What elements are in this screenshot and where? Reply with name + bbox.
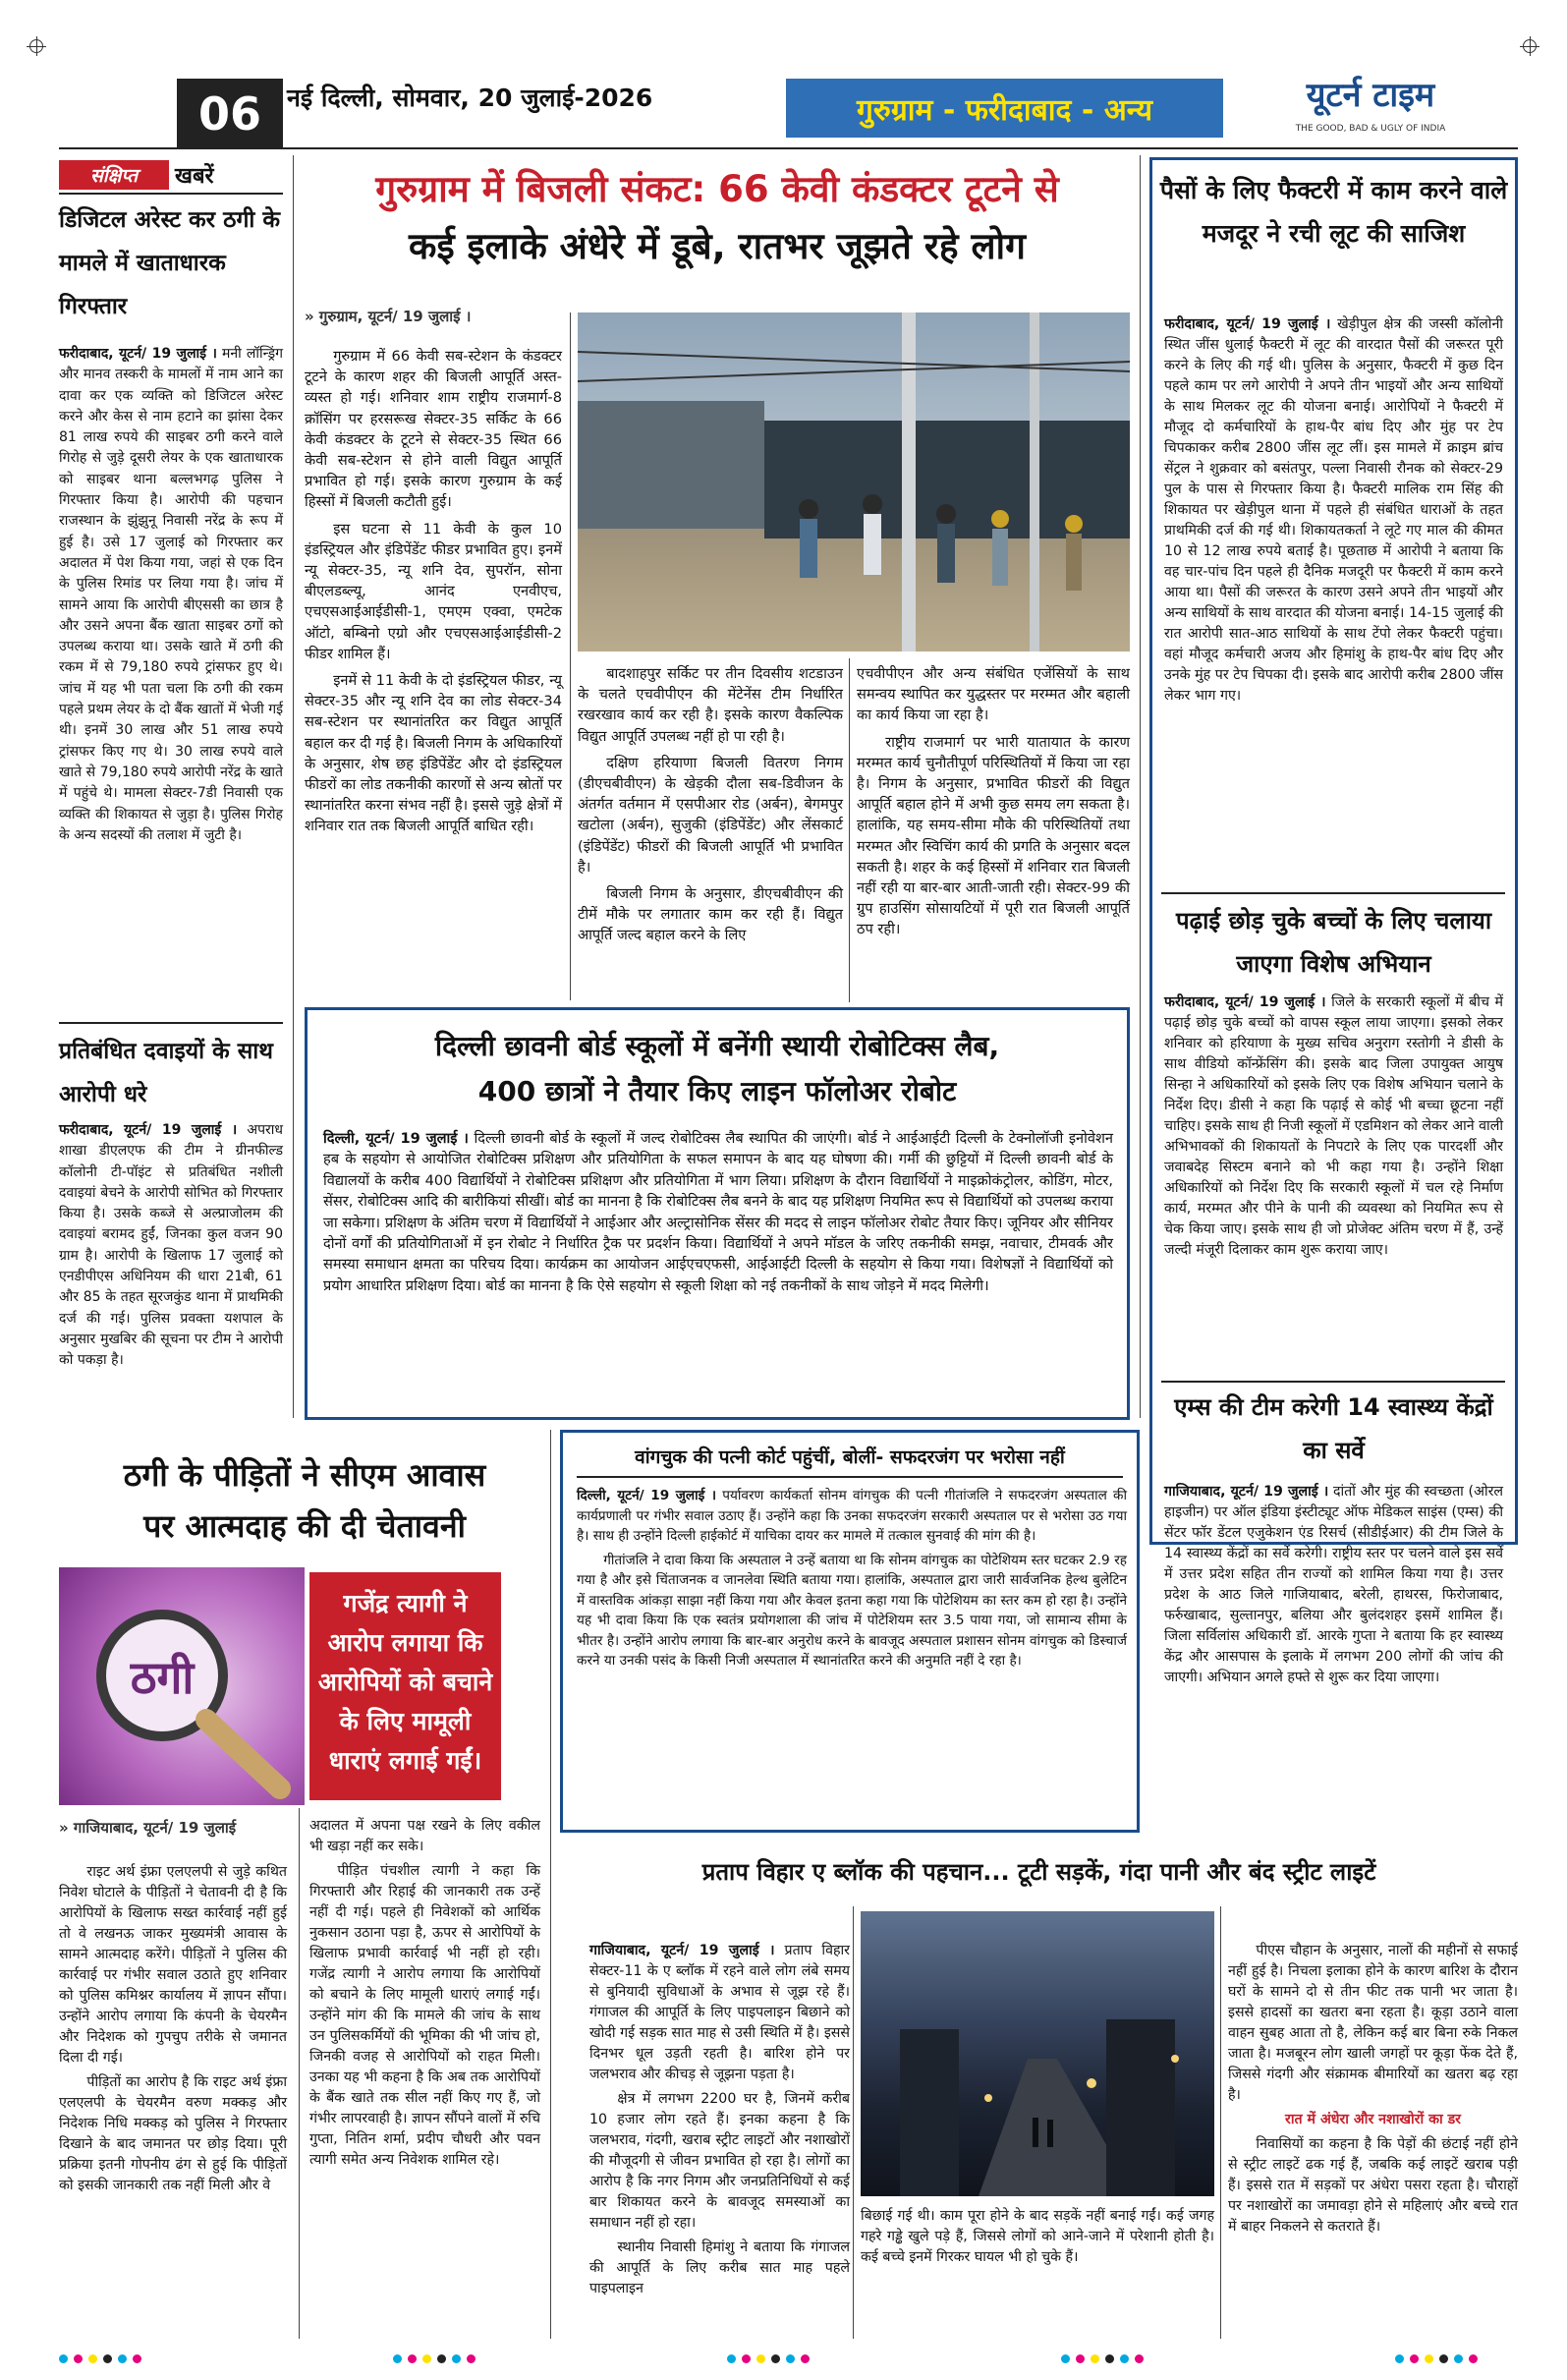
registration-mark xyxy=(29,39,43,53)
school-headline: पढ़ाई छोड़ चुके बच्चों के लिए चलाया जाएगा विशेष अभियान xyxy=(1175,907,1492,978)
aiims-headline: एम्स की टीम करेगी 14 स्वास्थ्य केंद्रों का सर्वे xyxy=(1174,1393,1493,1464)
column-rule xyxy=(293,155,294,1418)
fraud-headline xyxy=(59,1449,550,1552)
divider xyxy=(1161,1381,1505,1383)
magnifier-illustration xyxy=(59,1567,305,1805)
color-bar xyxy=(727,2354,810,2364)
paragraph: एचवीपीएन और अन्य संबंधित एजेंसियों के साथ समन्वय स्थापित कर युद्धस्तर पर मरम्मत और बहाली का कार्य किया जा रहा है। xyxy=(857,665,1130,724)
paragraph: निवासियों का कहना है कि पेड़ों की छंटाई नहीं होने से स्ट्रीट लाइटें ढक गई हैं, जबकि कई लाइटें खराब पड़ी हैं। इससे रात में सड़कों पर अंधेरा पसरा रहता है। चौराहों पर नशाखोरों का जमावड़ा होने से महिलाएं और बच्चे रात में बाहर निकलने से कतराते हैं। xyxy=(1228,2136,1518,2235)
brief-2-story xyxy=(59,1120,283,1372)
fraud-headline-line-1: ठगी के पीड़ितों ने सीएम आवास xyxy=(123,1456,486,1494)
brand-name: यूटर्न टाइम xyxy=(1306,76,1435,115)
color-bar-left xyxy=(59,2354,141,2364)
section-title: गुरुग्राम - फरीदाबाद - अन्य xyxy=(786,79,1223,138)
photo-illustration xyxy=(861,1911,1214,2196)
masthead-logo xyxy=(1228,71,1513,140)
paragraph: स्थानीय निवासी हिमांशु ने बताया कि गंगाजल की आपूर्ति के लिए करीब सात माह पहले पाइपलाइन xyxy=(589,2239,850,2296)
paragraph: गीतांजलि ने दावा किया कि अस्पताल ने उन्हें बताया था कि सोनम वांगचुक का पोटेशियम स्तर घटकर 2.9 रह गया है और इसे चिंताजनक व जानलेवा स्थिति बताया गया। हालांकि, अस्पताल द्वारा जारी सार्वजनिक हेल्थ बुलेटिन में वास्तविक आंकड़ा साझा नहीं किया गया और केवल इतना कहा गया कि पोटेशियम का स्तर कम हो रहा है। उन्होंने यह भी दावा किया कि एक स्वतंत्र प्रयोगशाला की जांच में पोटेशियम स्तर 3.5 पाया गया, जो सामान्य सीमा के भीतर है। उन्होंने आरोप लगाया कि बार-बार अनुरोध करने के बावजूद अस्पताल प्रशासन सोनम वांगचुक को डिस्चार्ज करने या उनकी पसंद के किसी निजी अस्पताल में स्थानांतरित करने की अनुमति नहीं दे रहा है। xyxy=(577,1552,1127,1669)
story-dateline: दिल्ली, यूटर्न/ 19 जुलाई । xyxy=(577,1488,717,1503)
robotics-headline-line-1: दिल्ली छावनी बोर्ड स्कूलों में बनेंगी स्थायी रोबोटिक्स लैब, xyxy=(434,1030,1000,1062)
story-body: जिले के सरकारी स्कूलों में बीच में पढ़ाई छोड़ चुके बच्चों को वापस स्कूल लाया जाएगा। इसको लेकर शनिवार को हरियाणा के मुख्य सचिव अनुराग रस्तोगी ने डीसी के साथ वीडियो कॉन्फ्रेंसिंग की। इसके बाद जिला उपायुक्त आयुष सिन्हा ने अधिकारियों को इसके लिए एक विशेष अभियान चलाने के निर्देश दिए। डीसी ने कहा कि पढ़ाई से कोई भी बच्चा छूटना नहीं चाहिए। इसके साथ ही निजी स्कूलों में एडमिशन को लेकर आने वाली अभिभावकों की शिकायतों के निपटारे के लिए एक पारदर्शी और जवाबदेह सिस्टम बनाने को भी कहा गया है। उन्होंने शिक्षा अधिकारियों को निर्देश दिए कि सरकारी स्कूलों में चल रहे निर्माण कार्य, मरम्मत और पीने के पानी की व्यवस्था को नियमित रूप से चेक किया जाए। इसके साथ ही जो प्रोजेक्ट अंतिम चरण में हैं, उन्हें जल्दी मंजूरी दिलाकर काम शुरू कराया जाए। xyxy=(1164,994,1503,1258)
brief-2-headline: प्रतिबंधित दवाइयों के साथ आरोपी धरे xyxy=(59,1039,273,1107)
main-headline-line-1: गुरुग्राम में बिजली संकट: 66 केवी कंडक्टर टूटने से xyxy=(375,168,1059,210)
header-rule xyxy=(59,147,1518,149)
wangchuk-body xyxy=(577,1486,1127,1672)
brief-label: खबरें xyxy=(175,164,214,189)
color-bar xyxy=(1061,2354,1144,2364)
robotics-body xyxy=(323,1128,1113,1296)
divider xyxy=(1161,892,1505,894)
fraud-dateline: » गाजियाबाद, यूटर्न/ 19 जुलाई xyxy=(59,1819,237,1837)
paragraph: बादशाहपुर सर्किट पर तीन दिवसीय शटडाउन के चलते एचवीपीएन की मेंटेनेंस टीम निर्धारित रखरखाव कार्य कर रही है। इसके कारण वैकल्पिक विद्युत आपूर्ति उपलब्ध नहीं हो पा रही है। xyxy=(578,665,843,745)
power-substation-photo xyxy=(578,312,1130,652)
robotics-headline-line-2: 400 छात्रों ने तैयार किए लाइन फॉलोअर रोबोट xyxy=(477,1075,957,1107)
pratap-col-1 xyxy=(589,1941,850,2299)
paragraph: पीएस चौहान के अनुसार, नालों की महीनों से सफाई नहीं हुई है। निचला इलाका होने के कारण बारिश के दौरान घरों के सामने दो से तीन फीट तक पानी भर जाता है। इससे हादसों का खतरा बना रहता है। कूड़ा उठाने वाला वाहन सुबह आता तो है, लेकिन कई बार बिना रुके निकल जाता है। मजबूरन लोग खाली जगहों पर कूड़ा फेंक देते हैं, जिससे गंदगी और संक्रामक बीमारियों का खतरा बढ़ रहा है। xyxy=(1228,1943,1518,2103)
registration-mark xyxy=(1523,39,1537,53)
story-body: दिल्ली छावनी बोर्ड के स्कूलों में जल्द रोबोटिक्स लैब स्थापित की जाएंगी। बोर्ड ने आईआईटी दिल्ली के टेक्नोलॉजी इनोवेशन हब के सहयोग से आयोजित रोबोटिक्स प्रशिक्षण और प्रतियोगिता के सफल समापन के बाद यह घोषणा की। गर्मी की छुट्टियों में दिल्ली छावनी बोर्ड के विद्यालयों के करीब 400 विद्यार्थियों ने रोबोटिक्स प्रशिक्षण और प्रतियोगिता में भाग लिया। प्रशिक्षण के दौरान विद्यार्थियों ने माइक्रोकंट्रोलर, कोडिंग, मोटर, सेंसर, रोबोटिक्स आदि की बारीकियां सीखीं। बोर्ड का मानना है कि रोबोटिक्स लैब बनने के बाद यह प्रशिक्षण नियमित रूप से विद्यार्थियों को उपलब्ध कराया जा सकेगा। प्रशिक्षण के अंतिम चरण में विद्यार्थियों ने आईआर और अल्ट्रासोनिक सेंसर की मदद से लाइन फॉलोअर रोबोट तैयार किए। जूनियर और सीनियर दोनों वर्गों की प्रतियोगिताओं में इन रोबोट ने निर्धारित ट्रैक पर प्रदर्शन किया। विद्यार्थियों ने अपने मॉडल के जरिए तकनीकी समझ, नवाचार, टीमवर्क और समस्या समाधान क्षमता का परिचय दिया। कार्यक्रम का आयोजन आईएचएफसी, आईआईटी दिल्ली के सहयोग से किया गया। विशेषज्ञों ने विद्यार्थियों को प्रयोग आधारित प्रशिक्षण दिया। बोर्ड का मानना है कि ऐसे सहयोग से स्कूली शिक्षा को नई तकनीकों के साथ जोड़ने में मदद मिलेगी। xyxy=(323,1130,1113,1294)
story-dateline: फरीदाबाद, यूटर्न/ 19 जुलाई । xyxy=(1164,316,1331,332)
pratap-col-2 xyxy=(861,2206,1214,2268)
image-caption-word: ठगी xyxy=(130,1651,195,1704)
pull-quote: गजेंद्र त्यागी ने आरोप लगाया कि आरोपियों को बचाने के लिए मामूली धाराएं लगाई गईं। xyxy=(309,1572,501,1800)
aiims-story xyxy=(1164,1482,1503,1688)
wangchuk-box xyxy=(560,1430,1140,1833)
robotics-headline xyxy=(323,1024,1111,1114)
main-headline-line-2: कई इलाके अंधेरे में डूबे, रातभर जूझते रहे लोग xyxy=(409,225,1026,267)
column-rule xyxy=(550,1430,551,2339)
column-rule xyxy=(570,312,571,1000)
column-rule xyxy=(853,1906,854,2339)
story-dateline: फरीदाबाद, यूटर्न/ 19 जुलाई । xyxy=(59,346,217,362)
paragraph: पीड़ितों का आरोप है कि राइट अर्थ इंफ्रा एलएलपी के चेयरमैन वरुण मक्कड़ और निदेशक निधि मक्कड़ को पुलिस ने गिरफ्तार दिखाने के बाद जमानत पर छोड़ दिया। पूरी प्रक्रिया इतनी गोपनीय ढंग से हुई कि पीड़ितों को इसकी जानकारी तक नहीं मिली और वे xyxy=(59,2074,287,2193)
factory-headline: पैसों के लिए फैक्टरी में काम करने वाले मजदूर ने रची लूट की साजिश xyxy=(1159,176,1508,248)
color-bar-right xyxy=(1395,2354,1478,2364)
column-rule xyxy=(1140,155,1141,1418)
main-dateline: » गुरुग्राम, यूटर्न/ 19 जुलाई । xyxy=(305,308,472,325)
brief-1-headline: डिजिटल अरेस्ट कर ठगी के मामले में खाताधारक गिरफ्तार xyxy=(59,207,281,319)
story-body: खेड़ीपुल क्षेत्र की जस्सी कॉलोनी स्थित जींस धुलाई फैक्टरी में लूट की वारदात पैसों की जरूरत पूरी करने के लिए की गई थी। पुलिस के अनुसार, फैक्टरी में कुछ दिन पहले काम पर लगे आरोपी ने अपने तीन भाइयों और अन्य साथियों के साथ मिलकर लूट की योजना बनाई। आरोपियों ने फैक्टरी में मौजूद दो कर्मचारियों के हाथ-पैर बांध दिए और मुंह पर टेप चिपकाकर करीब 2800 जींस लूट लीं। इस मामले में क्राइम ब्रांच सेंट्रल ने शुक्रवार को बसंतपुर, पल्ला निवासी रौनक को सेक्टर-29 पुल के पास से गिरफ्तार किया है। फैक्टरी मालिक राम सिंह की शिकायत पर खेड़ीपुल थाना में पहले ही संबंधित धाराओं के तहत प्राथमिकी दर्ज की गई थी। शिकायतकर्ता ने लूटे गए माल की कीमत 10 से 12 लाख रुपये बताई है। पूछताछ में आरोपी ने बताया कि वह चार-पांच दिन पहले ही दैनिक मजदूरी पर फैक्टरी में काम करने आया था। पैसों की जरूरत के कारण उसने अपने तीन भाइयों और अन्य साथियों के साथ वारदात की योजना बनाई। 14-15 जुलाई की रात आरोपी सात-आठ साथियों के साथ टेंपो लेकर फैक्टरी पहुंचा। वहां मौजूद कर्मचारी अजय और हिमांशु के हाथ-पैर बांध दिए और उनके मुंह पर टेप चिपका दी। इसके बाद आरोपी करीब 2800 जींस लेकर भाग गए। xyxy=(1164,316,1503,704)
paragraph: क्षेत्र में लगभग 2200 घर है, जिनमें करीब 10 हजार लोग रहते हैं। इनका कहना है कि जलभराव, गंदगी, खराब स्ट्रीट लाइटों और नशाखोरों की मौजूदगी से जीवन प्रभावित हो रहा है। लोगों का आरोप है कि नगर निगम और जनप्रतिनिधियों से कई बार शिकायत करने के बावजूद समस्याओं का समाधान नहीं हो रहा। xyxy=(589,2091,850,2231)
robotics-story-box xyxy=(305,1007,1130,1420)
brief-tab: संक्षिप्त xyxy=(59,160,169,190)
main-headline xyxy=(295,161,1140,275)
factory-story xyxy=(1164,314,1503,707)
fraud-headline-line-2: पर आत्मदाह की दी चेतावनी xyxy=(143,1507,466,1545)
divider xyxy=(59,1022,283,1024)
story-body: पर्यावरण कार्यकर्ता सोनम वांगचुक की पत्नी गीतांजलि ने सफदरजंग अस्पताल की कार्यप्रणाली पर गंभीर सवाल उठाए हैं। उन्होंने कहा कि उनका सफदरजंग सरकारी अस्पताल पर से भरोसा उठ गया है। साथ ही उन्होंने दिल्ली हाईकोर्ट में याचिका दायर कर मामले में तत्काल सुनवाई की मांग की है। xyxy=(577,1488,1127,1544)
paragraph: इनमें से 11 केवी के दो इंडस्ट्रियल फीडर, न्यू सेक्टर-35 और न्यू शनि देव का लोड सेक्टर-34 सब-स्टेशन पर स्थानांतरित कर विद्युत आपूर्ति बहाल कर दी गई है। बिजली निगम के अधिकारियों के अनुसार, शेष छह इंडिपेंडेंट और दो इंडस्ट्रियल फीडरों का लोड तकनीकी कारणों से अन्य स्रोतों पर स्थानांतरित करना संभव नहीं है। इससे जुड़े क्षेत्रों में शनिवार रात तक बिजली आपूर्ति बाधित रही। xyxy=(305,672,562,835)
story-body: प्रताप विहार सेक्टर-11 के ए ब्लॉक में रहने वाले लोग लंबे समय से बुनियादी सुविधाओं के अभाव से जूझ रहे हैं। गंगाजल की आपूर्ति के लिए पाइपलाइन बिछाने को खोदी गई सड़क सात माह से उसी स्थिति में है। इससे दिनभर धूल उड़ती रहती है। बारिश होने पर जलभराव और कीचड़ से जूझना पड़ता है। xyxy=(589,1943,850,2082)
column-rule xyxy=(849,658,850,1002)
story-body: दांतों और मुंह की स्वच्छता (ओरल हाइजीन) पर ऑल इंडिया इंस्टीट्यूट ऑफ मेडिकल साइंस (एम्स) की सेंटर फॉर डेंटल एजुकेशन एंड रिसर्च (सीडीईआर) की टीम जिले के 14 स्वास्थ्य केंद्रों का सर्वे करेगी। राष्ट्रीय स्तर पर चलने वाले इस सर्वे में उत्तर प्रदेश सहित तीन राज्यों को शामिल किया गया है। उत्तर प्रदेश के आठ जिले गाजियाबाद, बरेली, हाथरस, फिरोजाबाद, फर्रुखाबाद, सुल्तानपुर, बलिया और बुलंदशहर इसमें शामिल हैं। जिला सर्विलांस अधिकारी डॉ. आरके गुप्ता ने बताया कि हर स्वास्थ्य केंद्र और आसपास के इलाके में लगभग 200 लोगों की जांच की जाएगी। अभियान अगले हफ्ते से शुरू कर दिया जाएगा। xyxy=(1164,1484,1504,1685)
paragraph: गुरुग्राम में 66 केवी सब-स्टेशन के कंडक्टर टूटने के कारण शहर की बिजली आपूर्ति अस्त-व्यस्त हो गई। शनिवार शाम राष्ट्रीय राजमार्ग-8 क्रॉसिंग पर हरसरूख सेक्टर-35 सर्किट के 66 केवी कंडक्टर के टूटने से सेक्टर-35 स्थित 66 केवी सब-स्टेशन से होने वाली विद्युत आपूर्ति प्रभावित हो गई। इसके कारण गुरुग्राम के कई हिस्सों में बिजली कटौती हुई। xyxy=(305,348,562,511)
paragraph: राष्ट्रीय राजमार्ग पर भारी यातायात के कारण मरम्मत कार्य चुनौतीपूर्ण परिस्थितियों में किया जा रहा है। निगम के अनुसार, प्रभावित फीडरों की विद्युत आपूर्ति बहाल होने में अभी कुछ समय लग सकता है। हालांकि, यह समय-सीमा मौके की परिस्थितियों तथा मरम्मत और स्विचिंग कार्य की प्रगति के अनुसार बदल सकती है। शहर के कई हिस्सों में शनिवार रात बिजली नहीं रही या बार-बार आती-जाती रही। सेक्टर-99 की ग्रुप हाउसिंग सोसायटियों में पूरी रात बिजली आपूर्ति ठप रही। xyxy=(857,733,1130,938)
paragraph: राइट अर्थ इंफ्रा एलएलपी से जुड़े कथित निवेश घोटाले के पीड़ितों ने चेतावनी दी है कि आरोपियों के खिलाफ सख्त कार्रवाई नहीं हुई तो वे लखनऊ जाकर मुख्यमंत्री आवास के सामने आत्मदाह करेंगे। पीड़ितों ने पुलिस की कार्रवाई पर गंभीर सवाल उठाते हुए शनिवार को पुलिस कमिश्नर कार्यालय में ज्ञापन सौंपा। उन्होंने आरोप लगाया कि कंपनी के चेयरमैन और निदेशक को गुपचुप तरीके से जमानत दिला दी गई। xyxy=(59,1864,287,2066)
story-dateline: गाजियाबाद, यूटर्न/ 19 जुलाई । xyxy=(589,1943,775,1958)
paragraph: अदालत में अपना पक्ष रखने के लिए वकील भी खड़ा नहीं कर सके। xyxy=(309,1818,540,1854)
column-rule xyxy=(299,1808,300,2339)
pratap-headline: प्रताप विहार ए ब्लॉक की पहचान... टूटी सड़कें, गंदा पानी और बंद स्ट्रीट लाइटें xyxy=(701,1858,1376,1886)
paragraph: पीड़ित पंचशील त्यागी ने कहा कि गिरफ्तारी और रिहाई की जानकारी तक उन्हें नहीं दी गई। पहले ही निवेशकों को आर्थिक नुकसान उठाना पड़ा है, ऊपर से आरोपियों के खिलाफ प्रभावी कार्रवाई भी नहीं हो रही। गजेंद्र त्यागी ने आरोप लगाया कि आरोपियों को बचाने के लिए मामूली धाराएं लगाई गईं। उन्होंने मांग की कि मामले की जांच के साथ उन पुलिसकर्मियों की भूमिका की भी जांच हो, जिनकी वजह से आरोपियों को राहत मिली। उनका यह भी कहना है कि अब तक आरोपियों के बैंक खाते तक सील नहीं किए गए हैं, जो गंभीर लापरवाही है। ज्ञापन सौंपने वालों में रुचि गुप्ता, नितिन शर्मा, प्रदीप चौधरी और पवन त्यागी समेत अन्य निवेशक शामिल रहे। xyxy=(309,1863,540,2168)
paragraph: इस घटना से 11 केवी के कुल 10 इंडस्ट्रियल और इंडिपेंडेंट फीडर प्रभावित हुए। इनमें न्यू सेक्टर-35, न्यू शनि देव, सुपरॉन, सोना बीएलडब्ल्यू, आनंद एनवीएच, एचएसआईआईडीसी-1, एमएम एक्वा, एमटेक ऑटो, बम्बिनो एग्रो और एचएसआईआईडीसी-2 फीडर शामिल हैं। xyxy=(305,520,562,662)
brief-1-story xyxy=(59,344,283,846)
paragraph: बिछाई गई थी। काम पूरा होने के बाद सड़कें नहीं बनाई गईं। कई जगह गहरे गड्ढे खुले पड़े हैं, जिससे लोगों को आने-जाने में परेशानी होती है। कई बच्चे इनमें गिरकर घायल भी हो चुके हैं। xyxy=(861,2208,1214,2265)
brand-tagline: THE GOOD, BAD & UGLY OF INDIA xyxy=(1295,124,1446,134)
story-dateline: फरीदाबाद, यूटर्न/ 19 जुलाई । xyxy=(1164,994,1326,1010)
story-dateline: दिल्ली, यूटर्न/ 19 जुलाई । xyxy=(323,1130,469,1147)
story-body: अपराध शाखा डीएलएफ की टीम ने ग्रीनफील्ड कॉलोनी टी-पॉइंट से प्रतिबंधित नशीली दवाइयां बेचने के आरोपी सोभित को गिरफ्तार किया है। उसके कब्जे से अल्प्राजोलम की दवाइयां बरामद हुईं, जिनका कुल वजन 90 ग्राम है। आरोपी के खिलाफ 17 जुलाई को एनडीपीएस अधिनियम की धारा 21बी, 61 और 85 के तहत सूरजकुंड थाना में प्राथमिकी दर्ज की गई। पुलिस प्रवक्ता यशपाल के अनुसार मुखबिर की सूचना पर टीम ने आरोपी को पकड़ा है। xyxy=(59,1122,284,1369)
divider xyxy=(59,193,283,195)
story-dateline: गाजियाबाद, यूटर्न/ 19 जुलाई । xyxy=(1164,1484,1329,1500)
fraud-col-1 xyxy=(59,1862,287,2196)
wangchuk-headline: वांगचुक की पत्नी कोर्ट पहुंचीं, बोलीं- सफदरजंग पर भरोसा नहीं xyxy=(577,1443,1123,1478)
story-body: मनी लॉन्ड्रिंग और मानव तस्करी के मामलों में नाम आने का दावा कर एक व्यक्ति को डिजिटल अरेस्ट करने और केस से नाम हटाने का झांसा देकर 81 लाख रुपये की साइबर ठगी करने वाले गिरोह से जुड़े दूसरी लेयर के एक खाताधारक को साइबर थाना बल्लभगढ़ पुलिस ने गिरफ्तार किया है। आरोपी की पहचान राजस्थान के झुंझुनू निवासी नरेंद्र के रूप में हुई है। उसे 17 जुलाई को गिरफ्तार कर अदालत में पेश किया गया, जहां से एक दिन के पुलिस रिमांड पर लिया गया है। जांच में सामने आया कि आरोपी बीएससी का छात्र है और उसने अपना बैंक खाता साइबर ठगों को उपलब्ध कराया था। उसके खाते में ठगी की रकम में से 79,180 रुपये ट्रांसफर हुए थे। जांच में यह भी पता चला कि ठगी की रकम पहले प्रथम लेयर के दो बैंक खातों में भेजी गई थी। इनमें 30 लाख और 51 लाख रुपये ट्रांसफर किए गए थे। 30 लाख रुपये वाले खाते से 79,180 रुपये आरोपी नरेंद्र के खाते में पहुंचे थे। मामला सेक्टर-7डी निवासी एक व्यक्ति की शिकायत से जुड़ा है। पुलिस गिरोह के अन्य सदस्यों की तलाश में जुटी है। xyxy=(59,346,283,843)
fraud-photo xyxy=(59,1567,305,1805)
main-col-2 xyxy=(578,663,843,946)
dateline: नई दिल्ली, सोमवार, 20 जुलाई-2026 xyxy=(287,84,653,112)
subhead: रात में अंधेरा और नशाखोरों का डर xyxy=(1285,2112,1461,2127)
school-story xyxy=(1164,992,1503,1261)
fraud-col-2 xyxy=(309,1816,540,2171)
main-col-1 xyxy=(305,346,562,837)
column-rule xyxy=(1220,1906,1221,2339)
pratap-col-3 xyxy=(1228,1941,1518,2238)
page-number: 06 xyxy=(177,79,283,149)
photo-illustration xyxy=(578,312,1130,652)
paragraph: दक्षिण हरियाणा बिजली वितरण निगम (डीएचबीवीएन) के खेड़की दौला सब-डिवीजन के अंतर्गत वर्तमान में एसपीआर रोड (अर्बन), बेगमपुर खटोला (अर्बन), सुजुकी (इंडिपेंडेंट) और लेंसकार्ट (इंडिपेंडेंट) फीडरों की बिजली आपूर्ति भी प्रभावित है। xyxy=(578,754,843,876)
story-dateline: फरीदाबाद, यूटर्न/ 19 जुलाई । xyxy=(59,1122,238,1138)
street-at-night-photo xyxy=(861,1911,1214,2196)
color-bar xyxy=(393,2354,476,2364)
main-col-3 xyxy=(857,663,1130,940)
paragraph: बिजली निगम के अनुसार, डीएचबीवीएन की टीमें मौके पर लगातार काम कर रही हैं। विद्युत आपूर्ति जल्द बहाल करने के लिए xyxy=(578,885,843,944)
